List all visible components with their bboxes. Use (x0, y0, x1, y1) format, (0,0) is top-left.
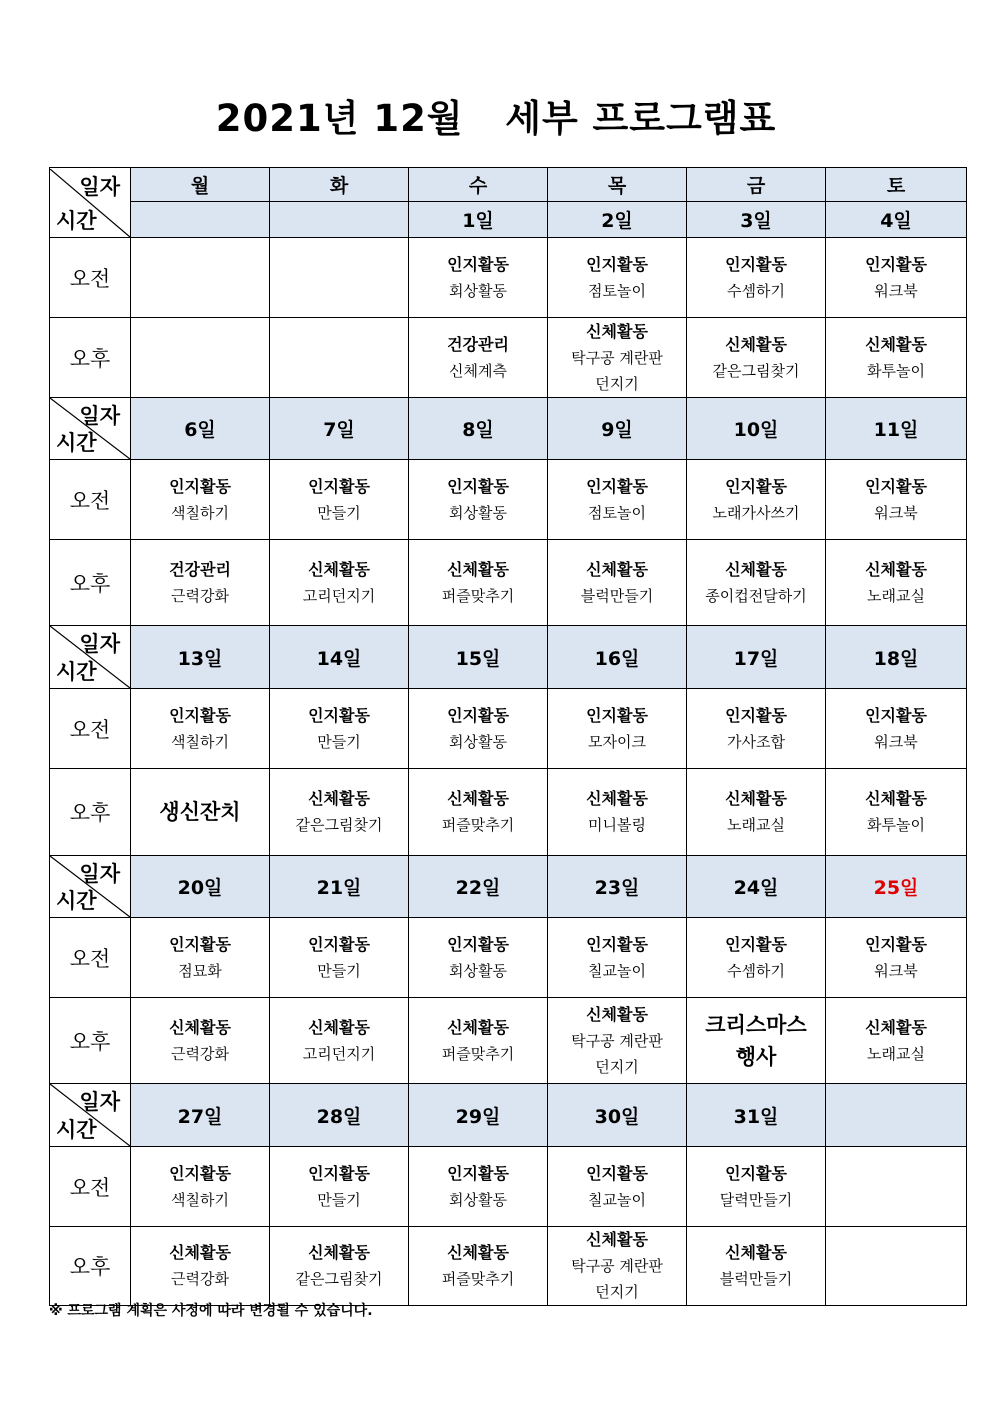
activity-cell (687, 918, 826, 998)
activity-name: 가사조합 (727, 732, 785, 751)
activity-cell (687, 1227, 826, 1306)
activity-category: 신체활동 (308, 789, 370, 808)
corner-date-label: 일자 (79, 174, 120, 199)
time-label-am: 오전 (50, 918, 131, 998)
activity-name-line2: 던지기 (595, 1283, 639, 1301)
activity-cell (270, 689, 409, 769)
date-cell: 9일 (548, 398, 687, 460)
activity-cell (409, 998, 548, 1084)
corner-time-label: 시간 (56, 1118, 97, 1142)
activity-cell (270, 1147, 409, 1227)
activity-name: 탁구공 계란판 (571, 1031, 663, 1050)
corner-date-label: 일자 (79, 404, 120, 428)
weekday-cell: 금 (687, 168, 826, 202)
activity-name: 근력강화 (171, 1044, 229, 1063)
date-cell: 4일 (826, 202, 967, 238)
date-cell (826, 1084, 967, 1147)
activity-category: 인지활동 (725, 254, 787, 274)
time-label-pm: 오후 (50, 318, 131, 398)
activity-category: 인지활동 (308, 934, 370, 954)
activity-category: 신체활동 (308, 1243, 370, 1262)
time-label-pm: 오후 (50, 540, 131, 626)
activity-cell (687, 769, 826, 856)
activity-category: 신체활동 (308, 1017, 370, 1037)
activity-cell (687, 689, 826, 769)
date-row (50, 626, 967, 689)
activity-cell (409, 540, 548, 626)
date-cell: 23일 (548, 856, 687, 918)
am-row (50, 1147, 967, 1227)
activity-cell (548, 318, 687, 398)
activity-name: 퍼즐맞추기 (441, 586, 515, 605)
activity-name: 워크북 (874, 281, 918, 300)
activity-category: 인지활동 (447, 934, 509, 954)
corner-cell (50, 398, 131, 460)
activity-cell (270, 998, 409, 1084)
activity-category: 신체활동 (865, 559, 927, 579)
pm-row (50, 769, 967, 856)
activity-cell (826, 689, 967, 769)
activity-category: 건강관리 (169, 559, 231, 579)
activity-name: 노래교실 (727, 816, 785, 834)
activity-category: 인지활동 (865, 705, 927, 725)
corner-cell (50, 626, 131, 689)
activity-cell (826, 318, 967, 398)
activity-name: 탁구공 계란판 (571, 1257, 663, 1275)
activity-cell (548, 998, 687, 1084)
time-label-am: 오전 (50, 689, 131, 769)
activity-category: 인지활동 (586, 476, 648, 496)
activity-name: 화투놀이 (867, 361, 925, 380)
activity-category: 인지활동 (447, 1163, 509, 1183)
activity-name: 블럭만들기 (580, 586, 654, 605)
activity-cell (270, 769, 409, 856)
pm-row (50, 318, 967, 398)
activity-name: 회상활동 (449, 961, 507, 980)
activity-cell (687, 540, 826, 626)
activity-cell (409, 769, 548, 856)
activity-cell (548, 460, 687, 540)
date-cell: 7일 (270, 398, 409, 460)
activity-cell (687, 460, 826, 540)
corner-time-label: 시간 (56, 208, 97, 233)
activity-name: 달력만들기 (719, 1190, 793, 1209)
date-row (50, 1084, 967, 1147)
activity-category: 인지활동 (169, 705, 231, 725)
activity-name: 회상활동 (449, 1190, 507, 1209)
date-cell: 17일 (687, 626, 826, 689)
date-cell: 8일 (409, 398, 548, 460)
special-event: 크리스마스 (705, 1012, 807, 1037)
activity-cell (131, 689, 270, 769)
activity-name: 모자이크 (588, 732, 646, 751)
activity-cell (131, 769, 270, 856)
activity-category: 인지활동 (725, 934, 787, 954)
corner-date-label: 일자 (79, 1090, 120, 1114)
activity-name: 블럭만들기 (719, 1270, 793, 1288)
pm-row (50, 540, 967, 626)
activity-category: 인지활동 (447, 705, 509, 725)
date-row (50, 398, 967, 460)
corner-cell (50, 168, 131, 238)
activity-cell (687, 238, 826, 318)
activity-cell (131, 918, 270, 998)
page-title: 2021년 12월 세부 프로그램표 (215, 97, 777, 140)
weekday-cell: 토 (826, 168, 967, 202)
activity-category: 인지활동 (169, 934, 231, 954)
date-cell (270, 202, 409, 238)
activity-category: 인지활동 (865, 254, 927, 274)
time-label-pm: 오후 (50, 769, 131, 856)
activity-cell (409, 918, 548, 998)
am-row (50, 689, 967, 769)
activity-name: 워크북 (874, 961, 918, 980)
activity-cell (548, 238, 687, 318)
date-cell: 27일 (131, 1084, 270, 1147)
time-label-pm: 오후 (50, 998, 131, 1084)
activity-name: 회상활동 (449, 732, 507, 751)
activity-name: 퍼즐맞추기 (441, 1044, 515, 1063)
activity-name: 수셈하기 (727, 961, 785, 980)
corner-time-label: 시간 (56, 660, 97, 684)
activity-name: 미니볼링 (588, 816, 646, 834)
activity-name: 같은그림찾기 (712, 361, 800, 380)
date-cell: 24일 (687, 856, 826, 918)
activity-name: 만들기 (317, 503, 361, 522)
special-event: 생신잔치 (159, 800, 241, 824)
activity-name: 고리던지기 (302, 1044, 376, 1063)
activity-category: 신체활동 (447, 789, 509, 808)
activity-name: 워크북 (874, 503, 918, 522)
activity-category: 신체활동 (865, 789, 927, 808)
activity-name: 근력강화 (171, 1270, 229, 1288)
activity-name: 노래교실 (867, 1044, 925, 1063)
activity-category: 인지활동 (447, 254, 509, 274)
activity-cell (409, 1147, 548, 1227)
activity-cell (826, 1147, 967, 1227)
activity-category: 신체활동 (865, 334, 927, 354)
activity-category: 신체활동 (447, 1243, 509, 1262)
pm-row (50, 998, 967, 1084)
activity-name: 근력강화 (171, 586, 229, 605)
activity-category: 인지활동 (725, 705, 787, 725)
date-cell: 16일 (548, 626, 687, 689)
activity-cell (548, 918, 687, 998)
activity-category: 신체활동 (725, 334, 787, 354)
date-cell: 20일 (131, 856, 270, 918)
activity-cell (409, 460, 548, 540)
activity-cell (409, 1227, 548, 1306)
activity-category: 건강관리 (447, 334, 509, 354)
activity-cell (270, 540, 409, 626)
corner-date-label: 일자 (79, 632, 120, 656)
date-cell: 1일 (409, 202, 548, 238)
activity-name: 만들기 (317, 732, 361, 751)
corner-time-label: 시간 (56, 431, 97, 455)
activity-name: 점토놀이 (588, 281, 646, 300)
activity-name: 점묘화 (178, 961, 222, 980)
date-cell: 15일 (409, 626, 548, 689)
activity-cell (131, 460, 270, 540)
activity-category: 신체활동 (586, 321, 648, 341)
activity-name: 점토놀이 (588, 503, 646, 522)
activity-cell (548, 1147, 687, 1227)
activity-category: 인지활동 (586, 705, 648, 725)
activity-category: 인지활동 (447, 476, 509, 496)
date-cell: 29일 (409, 1084, 548, 1147)
date-cell: 13일 (131, 626, 270, 689)
activity-category: 신체활동 (586, 1230, 648, 1249)
activity-category: 신체활동 (586, 789, 648, 808)
date-cell: 14일 (270, 626, 409, 689)
weekday-cell: 화 (270, 168, 409, 202)
activity-cell (687, 1147, 826, 1227)
activity-cell (131, 238, 270, 318)
activity-category: 인지활동 (586, 254, 648, 274)
activity-category: 인지활동 (169, 1163, 231, 1183)
activity-name: 화투놀이 (867, 816, 925, 834)
corner-date-label: 일자 (79, 862, 120, 886)
date-row (50, 856, 967, 918)
activity-name: 회상활동 (449, 281, 507, 300)
am-row (50, 460, 967, 540)
date-row (50, 202, 967, 238)
activity-cell (270, 460, 409, 540)
activity-cell (826, 769, 967, 856)
activity-cell (548, 540, 687, 626)
holiday-date-cell: 25일 (826, 856, 967, 918)
activity-category: 인지활동 (865, 934, 927, 954)
date-cell: 21일 (270, 856, 409, 918)
activity-cell (409, 689, 548, 769)
activity-category: 신체활동 (725, 559, 787, 579)
activity-category: 인지활동 (308, 1163, 370, 1183)
activity-cell (409, 318, 548, 398)
activity-name: 노래교실 (867, 586, 925, 605)
footnote: ※ 프로그램 계획은 사정에 따라 변경될 수 있습니다. (49, 1303, 373, 1319)
activity-name: 칠교놀이 (588, 1190, 646, 1209)
activity-cell (131, 1147, 270, 1227)
activity-name: 탁구공 계란판 (571, 348, 663, 367)
activity-category: 신체활동 (308, 559, 370, 579)
activity-category: 신체활동 (865, 1017, 927, 1037)
weekday-cell: 월 (131, 168, 270, 202)
am-row (50, 238, 967, 318)
weekday-header-row (50, 168, 967, 202)
date-cell: 18일 (826, 626, 967, 689)
activity-name: 신체계측 (449, 361, 507, 380)
activity-name: 색칠하기 (171, 503, 229, 522)
activity-cell (548, 1227, 687, 1306)
activity-name: 수셈하기 (727, 281, 785, 300)
activity-category: 신체활동 (725, 1243, 787, 1262)
date-cell: 10일 (687, 398, 826, 460)
activity-cell (131, 1227, 270, 1306)
activity-category: 인지활동 (169, 476, 231, 496)
activity-cell (131, 998, 270, 1084)
activity-name-line2: 던지기 (595, 374, 639, 393)
activity-cell (270, 918, 409, 998)
date-cell: 3일 (687, 202, 826, 238)
activity-category: 인지활동 (725, 476, 787, 496)
activity-cell (270, 1227, 409, 1306)
activity-cell (826, 1227, 967, 1306)
date-cell: 28일 (270, 1084, 409, 1147)
activity-category: 인지활동 (725, 1163, 787, 1183)
activity-cell (270, 238, 409, 318)
corner-cell (50, 1084, 131, 1147)
date-cell: 11일 (826, 398, 967, 460)
time-label-am: 오전 (50, 1147, 131, 1227)
activity-cell (409, 238, 548, 318)
activity-category: 신체활동 (447, 559, 509, 579)
weekday-cell: 수 (409, 168, 548, 202)
activity-name: 노래가사쓰기 (712, 503, 800, 522)
activity-cell (826, 238, 967, 318)
activity-name: 회상활동 (449, 503, 507, 522)
activity-name: 색칠하기 (171, 732, 229, 751)
activity-name: 종이컵전달하기 (705, 586, 807, 605)
activity-category: 신체활동 (447, 1017, 509, 1037)
activity-category: 신체활동 (169, 1243, 231, 1262)
time-label-pm: 오후 (50, 1227, 131, 1306)
schedule-table (49, 167, 967, 1306)
activity-category: 인지활동 (308, 705, 370, 725)
activity-category: 신체활동 (586, 559, 648, 579)
corner-time-label: 시간 (56, 889, 97, 913)
activity-cell (826, 998, 967, 1084)
weekday-cell: 목 (548, 168, 687, 202)
activity-category: 인지활동 (586, 934, 648, 954)
activity-category: 인지활동 (308, 476, 370, 496)
activity-category: 신체활동 (169, 1017, 231, 1037)
activity-name: 만들기 (317, 1190, 361, 1209)
activity-name: 만들기 (317, 961, 361, 980)
activity-name-line2: 던지기 (595, 1057, 639, 1076)
activity-name: 같은그림찾기 (295, 816, 383, 834)
time-label-am: 오전 (50, 238, 131, 318)
activity-cell (826, 460, 967, 540)
date-cell: 30일 (548, 1084, 687, 1147)
special-event-line2: 행사 (735, 1044, 777, 1069)
activity-name: 워크북 (874, 732, 918, 751)
activity-category: 인지활동 (586, 1163, 648, 1183)
activity-cell (131, 540, 270, 626)
activity-name: 퍼즐맞추기 (441, 1270, 515, 1288)
activity-cell (826, 540, 967, 626)
activity-cell (131, 318, 270, 398)
activity-category: 인지활동 (865, 476, 927, 496)
corner-cell (50, 856, 131, 918)
activity-cell (548, 689, 687, 769)
schedule-body (50, 168, 967, 1306)
activity-name: 칠교놀이 (588, 961, 646, 980)
am-row (50, 918, 967, 998)
activity-cell (687, 318, 826, 398)
date-cell (131, 202, 270, 238)
date-cell: 6일 (131, 398, 270, 460)
date-cell: 31일 (687, 1084, 826, 1147)
pm-row (50, 1227, 967, 1306)
activity-name: 퍼즐맞추기 (441, 816, 515, 834)
activity-name: 같은그림찾기 (295, 1270, 383, 1288)
activity-cell (826, 918, 967, 998)
date-cell: 2일 (548, 202, 687, 238)
activity-category: 신체활동 (725, 789, 787, 808)
activity-name: 색칠하기 (171, 1190, 229, 1209)
activity-name: 고리던지기 (302, 586, 376, 605)
activity-cell (548, 769, 687, 856)
activity-cell (270, 318, 409, 398)
activity-cell (687, 998, 826, 1084)
time-label-am: 오전 (50, 460, 131, 540)
date-cell: 22일 (409, 856, 548, 918)
activity-category: 신체활동 (586, 1004, 648, 1024)
